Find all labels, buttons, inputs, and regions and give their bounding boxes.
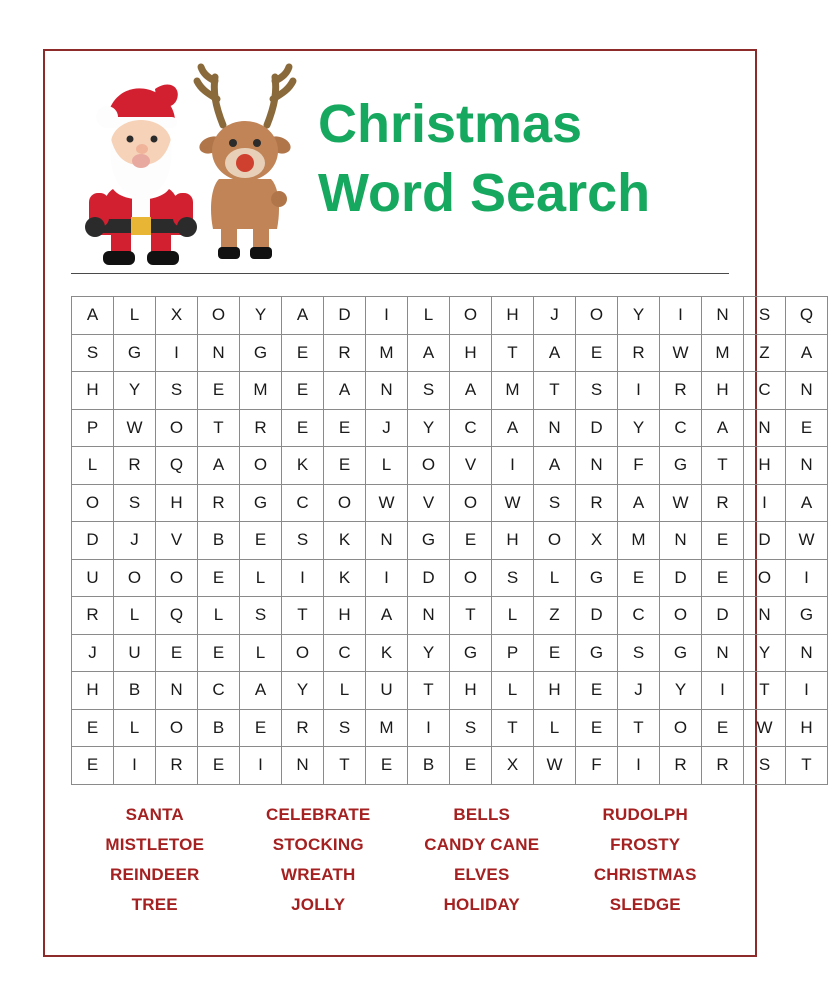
- grid-cell[interactable]: H: [450, 334, 492, 372]
- grid-cell[interactable]: K: [282, 447, 324, 485]
- puzzle-grid[interactable]: [71, 296, 828, 785]
- grid-cell[interactable]: A: [282, 297, 324, 335]
- grid-cell[interactable]: H: [72, 672, 114, 710]
- grid-cell[interactable]: N: [408, 597, 450, 635]
- grid-cell[interactable]: J: [114, 522, 156, 560]
- grid-cell[interactable]: H: [744, 447, 786, 485]
- grid-cell[interactable]: I: [408, 709, 450, 747]
- grid-cell[interactable]: K: [324, 559, 366, 597]
- grid-cell[interactable]: E: [72, 747, 114, 785]
- grid-cell[interactable]: M: [366, 709, 408, 747]
- grid-cell[interactable]: E: [450, 522, 492, 560]
- grid-cell[interactable]: J: [618, 672, 660, 710]
- word-list-row: [73, 895, 727, 915]
- grid-cell[interactable]: Q: [786, 297, 828, 335]
- grid-cell[interactable]: Y: [114, 372, 156, 410]
- grid-cell[interactable]: Y: [618, 297, 660, 335]
- title-line-1: Christmas: [318, 93, 583, 154]
- grid-cell[interactable]: M: [240, 372, 282, 410]
- grid-cell[interactable]: E: [198, 634, 240, 672]
- grid-cell[interactable]: R: [702, 747, 744, 785]
- grid-row: [72, 672, 828, 710]
- grid-cell[interactable]: M: [366, 334, 408, 372]
- grid-cell[interactable]: Y: [744, 634, 786, 672]
- grid-cell[interactable]: G: [240, 484, 282, 522]
- grid-cell[interactable]: A: [198, 447, 240, 485]
- page-title: [318, 90, 650, 228]
- grid-cell[interactable]: K: [324, 522, 366, 560]
- grid-cell[interactable]: X: [492, 747, 534, 785]
- grid-cell[interactable]: T: [282, 597, 324, 635]
- grid-cell[interactable]: S: [576, 372, 618, 410]
- grid-cell[interactable]: L: [534, 709, 576, 747]
- grid-cell[interactable]: W: [744, 709, 786, 747]
- grid-cell[interactable]: W: [114, 409, 156, 447]
- grid-cell[interactable]: W: [660, 334, 702, 372]
- grid-cell[interactable]: I: [114, 747, 156, 785]
- grid-cell[interactable]: A: [72, 297, 114, 335]
- grid-cell[interactable]: L: [366, 447, 408, 485]
- grid-cell[interactable]: T: [618, 709, 660, 747]
- grid-cell[interactable]: D: [576, 597, 618, 635]
- grid-cell[interactable]: C: [744, 372, 786, 410]
- grid-cell[interactable]: G: [450, 634, 492, 672]
- word-list-item[interactable]: SANTA: [125, 804, 184, 824]
- grid-cell[interactable]: S: [450, 709, 492, 747]
- grid-cell[interactable]: Y: [408, 634, 450, 672]
- grid-cell[interactable]: I: [366, 297, 408, 335]
- grid-cell[interactable]: R: [660, 372, 702, 410]
- grid-cell[interactable]: H: [534, 672, 576, 710]
- grid-cell[interactable]: H: [156, 484, 198, 522]
- grid-cell[interactable]: I: [786, 672, 828, 710]
- grid-cell[interactable]: S: [282, 522, 324, 560]
- grid-cell[interactable]: E: [282, 409, 324, 447]
- grid-cell[interactable]: A: [702, 409, 744, 447]
- grid-cell[interactable]: O: [324, 484, 366, 522]
- grid-cell[interactable]: Z: [744, 334, 786, 372]
- grid-cell[interactable]: H: [492, 297, 534, 335]
- grid-cell[interactable]: W: [492, 484, 534, 522]
- grid-cell[interactable]: H: [72, 372, 114, 410]
- grid-cell[interactable]: B: [408, 747, 450, 785]
- grid-row: [72, 634, 828, 672]
- grid-cell[interactable]: G: [786, 597, 828, 635]
- grid-cell[interactable]: J: [72, 634, 114, 672]
- grid-cell[interactable]: O: [450, 559, 492, 597]
- grid-cell[interactable]: Q: [156, 447, 198, 485]
- word-list-item[interactable]: CANDY CANE: [424, 834, 540, 854]
- grid-cell[interactable]: A: [618, 484, 660, 522]
- grid-cell[interactable]: O: [156, 409, 198, 447]
- grid-cell[interactable]: S: [72, 334, 114, 372]
- grid-cell[interactable]: G: [240, 334, 282, 372]
- grid-cell[interactable]: S: [240, 597, 282, 635]
- grid-cell[interactable]: C: [660, 409, 702, 447]
- grid-cell[interactable]: B: [114, 672, 156, 710]
- grid-cell[interactable]: T: [408, 672, 450, 710]
- grid-cell[interactable]: L: [324, 672, 366, 710]
- mascot-illustrations: [77, 59, 312, 259]
- grid-cell[interactable]: Q: [156, 597, 198, 635]
- grid-cell[interactable]: O: [576, 297, 618, 335]
- grid-cell[interactable]: O: [660, 597, 702, 635]
- grid-cell[interactable]: E: [702, 559, 744, 597]
- grid-cell[interactable]: E: [198, 372, 240, 410]
- grid-cell[interactable]: T: [492, 709, 534, 747]
- grid-cell[interactable]: E: [156, 634, 198, 672]
- grid-cell[interactable]: N: [744, 597, 786, 635]
- grid-cell[interactable]: P: [72, 409, 114, 447]
- grid-cell[interactable]: H: [492, 522, 534, 560]
- grid-cell[interactable]: N: [786, 447, 828, 485]
- grid-cell[interactable]: U: [72, 559, 114, 597]
- word-list-item[interactable]: STOCKING: [272, 834, 364, 854]
- grid-cell[interactable]: O: [198, 297, 240, 335]
- grid-cell[interactable]: D: [744, 522, 786, 560]
- grid-row: [72, 747, 828, 785]
- grid-cell[interactable]: W: [366, 484, 408, 522]
- grid-cell[interactable]: S: [492, 559, 534, 597]
- grid-cell[interactable]: I: [618, 372, 660, 410]
- grid-cell[interactable]: E: [576, 672, 618, 710]
- grid-cell[interactable]: K: [366, 634, 408, 672]
- grid-cell[interactable]: A: [534, 334, 576, 372]
- grid-cell[interactable]: T: [786, 747, 828, 785]
- grid-cell[interactable]: D: [576, 409, 618, 447]
- grid-cell[interactable]: D: [324, 297, 366, 335]
- grid-cell[interactable]: D: [408, 559, 450, 597]
- grid-cell[interactable]: T: [744, 672, 786, 710]
- grid-cell[interactable]: W: [660, 484, 702, 522]
- word-list: [63, 805, 737, 915]
- grid-cell[interactable]: L: [72, 447, 114, 485]
- word-list-item[interactable]: TREE: [131, 894, 178, 914]
- grid-cell[interactable]: G: [576, 634, 618, 672]
- grid-cell[interactable]: A: [408, 334, 450, 372]
- grid-cell[interactable]: L: [198, 597, 240, 635]
- grid-cell[interactable]: Y: [240, 297, 282, 335]
- grid-cell[interactable]: A: [366, 597, 408, 635]
- grid-row: [72, 372, 828, 410]
- grid-cell[interactable]: E: [198, 747, 240, 785]
- grid-cell[interactable]: T: [492, 334, 534, 372]
- grid-row: [72, 297, 828, 335]
- grid-cell[interactable]: N: [576, 447, 618, 485]
- grid-cell[interactable]: T: [450, 597, 492, 635]
- grid-cell[interactable]: F: [618, 447, 660, 485]
- santa-icon: [77, 69, 197, 269]
- grid-cell[interactable]: C: [324, 634, 366, 672]
- word-list-item[interactable]: CELEBRATE: [266, 804, 371, 824]
- grid-cell[interactable]: N: [282, 747, 324, 785]
- grid-cell[interactable]: R: [576, 484, 618, 522]
- grid-cell[interactable]: B: [198, 709, 240, 747]
- word-list-item[interactable]: SLEDGE: [609, 894, 681, 914]
- grid-cell[interactable]: O: [114, 559, 156, 597]
- grid-cell[interactable]: L: [492, 597, 534, 635]
- word-list-item[interactable]: BELLS: [453, 804, 511, 824]
- grid-cell[interactable]: I: [618, 747, 660, 785]
- word-list-item[interactable]: ELVES: [454, 864, 510, 884]
- grid-cell[interactable]: A: [786, 484, 828, 522]
- grid-row: [72, 334, 828, 372]
- word-list-item[interactable]: FROSTY: [610, 834, 681, 854]
- grid-cell[interactable]: J: [534, 297, 576, 335]
- grid-cell[interactable]: A: [492, 409, 534, 447]
- grid-cell[interactable]: I: [744, 484, 786, 522]
- grid-cell[interactable]: T: [534, 372, 576, 410]
- grid-cell[interactable]: N: [786, 372, 828, 410]
- grid-cell[interactable]: U: [366, 672, 408, 710]
- grid-cell[interactable]: N: [702, 297, 744, 335]
- grid-cell[interactable]: R: [660, 747, 702, 785]
- grid-cell[interactable]: O: [534, 522, 576, 560]
- word-list-item[interactable]: RUDOLPH: [602, 804, 688, 824]
- grid-cell[interactable]: F: [576, 747, 618, 785]
- grid-cell[interactable]: O: [450, 484, 492, 522]
- word-list-item[interactable]: WREATH: [280, 864, 356, 884]
- grid-cell[interactable]: V: [156, 522, 198, 560]
- grid-cell[interactable]: U: [114, 634, 156, 672]
- title-line-2: Word Search: [318, 163, 651, 223]
- header-divider: [71, 273, 729, 274]
- grid-cell[interactable]: Y: [660, 672, 702, 710]
- grid-cell[interactable]: R: [282, 709, 324, 747]
- grid-row: [72, 409, 828, 447]
- grid-cell[interactable]: B: [198, 522, 240, 560]
- grid-cell[interactable]: T: [324, 747, 366, 785]
- grid-cell[interactable]: R: [240, 409, 282, 447]
- grid-cell[interactable]: I: [156, 334, 198, 372]
- word-list-item[interactable]: HOLIDAY: [443, 894, 520, 914]
- grid-cell[interactable]: M: [702, 334, 744, 372]
- grid-cell[interactable]: Y: [282, 672, 324, 710]
- word-list-item[interactable]: MISTLETOE: [105, 834, 205, 854]
- grid-cell[interactable]: R: [198, 484, 240, 522]
- grid-cell[interactable]: A: [786, 334, 828, 372]
- grid-cell[interactable]: T: [702, 447, 744, 485]
- grid-cell[interactable]: L: [114, 297, 156, 335]
- grid-cell[interactable]: C: [198, 672, 240, 710]
- grid-cell[interactable]: I: [240, 747, 282, 785]
- grid-cell[interactable]: D: [702, 597, 744, 635]
- grid-row: [72, 484, 828, 522]
- grid-cell[interactable]: S: [324, 709, 366, 747]
- grid-cell[interactable]: O: [156, 559, 198, 597]
- grid-cell[interactable]: E: [702, 709, 744, 747]
- grid-cell[interactable]: L: [114, 597, 156, 635]
- grid-cell[interactable]: N: [534, 409, 576, 447]
- grid-cell[interactable]: O: [240, 447, 282, 485]
- grid-cell[interactable]: N: [744, 409, 786, 447]
- grid-cell[interactable]: S: [744, 297, 786, 335]
- grid-cell[interactable]: R: [618, 334, 660, 372]
- grid-cell[interactable]: L: [240, 634, 282, 672]
- grid-cell[interactable]: E: [282, 334, 324, 372]
- grid-cell[interactable]: L: [240, 559, 282, 597]
- grid-cell[interactable]: A: [450, 372, 492, 410]
- grid-cell[interactable]: S: [618, 634, 660, 672]
- grid-row: [72, 559, 828, 597]
- grid-cell[interactable]: Y: [618, 409, 660, 447]
- grid-cell[interactable]: G: [660, 447, 702, 485]
- puzzle-grid-container: [63, 296, 815, 785]
- grid-cell[interactable]: O: [282, 634, 324, 672]
- grid-cell[interactable]: J: [366, 409, 408, 447]
- grid-cell[interactable]: O: [156, 709, 198, 747]
- word-list-row: [73, 805, 727, 825]
- grid-cell[interactable]: T: [198, 409, 240, 447]
- grid-cell[interactable]: E: [366, 747, 408, 785]
- grid-cell[interactable]: E: [702, 522, 744, 560]
- grid-cell[interactable]: I: [702, 672, 744, 710]
- grid-cell[interactable]: N: [660, 522, 702, 560]
- grid-row: [72, 522, 828, 560]
- reindeer-icon: [185, 59, 305, 269]
- grid-cell[interactable]: E: [240, 709, 282, 747]
- grid-cell[interactable]: G: [660, 634, 702, 672]
- grid-cell[interactable]: R: [114, 447, 156, 485]
- word-list-row: [73, 835, 727, 855]
- grid-cell[interactable]: O: [450, 297, 492, 335]
- grid-cell[interactable]: C: [450, 409, 492, 447]
- grid-cell[interactable]: A: [240, 672, 282, 710]
- grid-cell[interactable]: R: [702, 484, 744, 522]
- grid-cell[interactable]: I: [786, 559, 828, 597]
- grid-cell[interactable]: S: [744, 747, 786, 785]
- grid-cell[interactable]: E: [576, 334, 618, 372]
- grid-cell[interactable]: E: [450, 747, 492, 785]
- grid-cell[interactable]: I: [660, 297, 702, 335]
- grid-cell[interactable]: N: [786, 634, 828, 672]
- grid-cell[interactable]: E: [786, 409, 828, 447]
- grid-cell[interactable]: E: [576, 709, 618, 747]
- grid-cell[interactable]: O: [744, 559, 786, 597]
- grid-cell[interactable]: H: [702, 372, 744, 410]
- grid-cell[interactable]: C: [618, 597, 660, 635]
- grid-cell[interactable]: Y: [408, 409, 450, 447]
- grid-cell[interactable]: E: [534, 634, 576, 672]
- grid-cell[interactable]: S: [114, 484, 156, 522]
- grid-cell[interactable]: X: [576, 522, 618, 560]
- grid-cell[interactable]: L: [114, 709, 156, 747]
- grid-cell[interactable]: P: [492, 634, 534, 672]
- word-list-item[interactable]: JOLLY: [291, 894, 346, 914]
- grid-cell[interactable]: N: [702, 634, 744, 672]
- grid-cell[interactable]: C: [282, 484, 324, 522]
- grid-cell[interactable]: O: [660, 709, 702, 747]
- grid-cell[interactable]: I: [492, 447, 534, 485]
- grid-cell[interactable]: V: [408, 484, 450, 522]
- grid-cell[interactable]: E: [324, 409, 366, 447]
- grid-cell[interactable]: L: [408, 297, 450, 335]
- grid-cell[interactable]: E: [198, 559, 240, 597]
- grid-cell[interactable]: O: [408, 447, 450, 485]
- grid-cell[interactable]: M: [492, 372, 534, 410]
- grid-cell[interactable]: R: [156, 747, 198, 785]
- grid-cell[interactable]: N: [156, 672, 198, 710]
- grid-row: [72, 597, 828, 635]
- word-list-row: [73, 865, 727, 885]
- word-list-item[interactable]: CHRISTMAS: [593, 864, 697, 884]
- grid-cell[interactable]: N: [366, 372, 408, 410]
- grid-cell[interactable]: S: [534, 484, 576, 522]
- grid-cell[interactable]: Z: [534, 597, 576, 635]
- grid-cell[interactable]: E: [282, 372, 324, 410]
- grid-cell[interactable]: D: [72, 522, 114, 560]
- grid-cell[interactable]: R: [72, 597, 114, 635]
- grid-cell[interactable]: G: [408, 522, 450, 560]
- grid-cell[interactable]: G: [114, 334, 156, 372]
- grid-cell[interactable]: O: [72, 484, 114, 522]
- grid-cell[interactable]: W: [786, 522, 828, 560]
- grid-cell[interactable]: E: [72, 709, 114, 747]
- grid-cell[interactable]: H: [324, 597, 366, 635]
- grid-cell[interactable]: E: [618, 559, 660, 597]
- grid-cell[interactable]: N: [198, 334, 240, 372]
- header: [63, 49, 737, 269]
- grid-cell[interactable]: I: [366, 559, 408, 597]
- grid-cell[interactable]: A: [324, 372, 366, 410]
- grid-row: [72, 447, 828, 485]
- grid-cell[interactable]: I: [282, 559, 324, 597]
- grid-cell[interactable]: L: [534, 559, 576, 597]
- word-list-item[interactable]: REINDEER: [110, 864, 200, 884]
- grid-row: [72, 709, 828, 747]
- grid-cell[interactable]: L: [492, 672, 534, 710]
- grid-cell[interactable]: E: [240, 522, 282, 560]
- grid-cell[interactable]: V: [450, 447, 492, 485]
- grid-cell[interactable]: D: [660, 559, 702, 597]
- grid-cell[interactable]: H: [786, 709, 828, 747]
- grid-cell[interactable]: W: [534, 747, 576, 785]
- grid-cell[interactable]: M: [618, 522, 660, 560]
- grid-cell[interactable]: E: [324, 447, 366, 485]
- grid-cell[interactable]: G: [576, 559, 618, 597]
- grid-cell[interactable]: N: [366, 522, 408, 560]
- grid-cell[interactable]: X: [156, 297, 198, 335]
- grid-cell[interactable]: H: [450, 672, 492, 710]
- grid-cell[interactable]: R: [324, 334, 366, 372]
- grid-cell[interactable]: A: [534, 447, 576, 485]
- grid-cell[interactable]: S: [408, 372, 450, 410]
- grid-cell[interactable]: S: [156, 372, 198, 410]
- page-content: [43, 49, 815, 957]
